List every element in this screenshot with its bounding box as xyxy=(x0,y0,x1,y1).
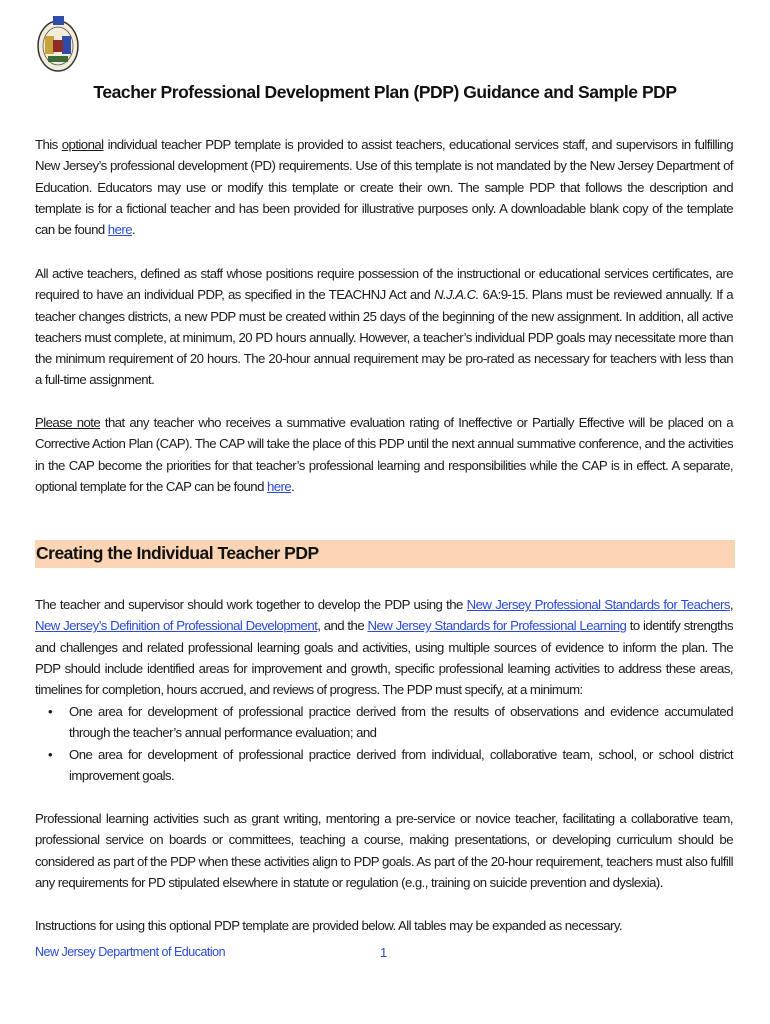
section-title: Creating the Individual Teacher PDP xyxy=(36,543,319,563)
section-paragraph-3: Instructions for using this optional PDP template are provided below. All tables may be expanded as necessary. xyxy=(35,918,623,933)
footer-organization: New Jersey Department of Education xyxy=(35,945,226,959)
pd-definition-link[interactable]: New Jersey’s Definition of Professional Development xyxy=(35,618,318,634)
standards-for-teachers-link[interactable]: New Jersey Professional Standards for Teachers xyxy=(466,597,730,612)
state-seal-icon xyxy=(36,14,80,74)
bullet-icon: • xyxy=(48,746,53,762)
please-note-label: Please note xyxy=(35,415,101,430)
section-paragraph-2: Professional learning activities such as grant writing, mentoring a pre-service or novice teacher, facilitating a collaborative team, professional service on boards or committees, teaching a course, making presentations, or developing curriculum should be considered as part of the PDP when these activities align to PDP goals. As part of the 20-hour requirement, teachers must also fulfill any requirements for PD stipulated elsewhere in statute or regulation (e.g., training on suicide prevention and dyslexia). xyxy=(35,811,733,890)
requirements-list xyxy=(35,701,733,786)
bullet-icon: • xyxy=(48,704,53,719)
page-number: 1 xyxy=(380,945,388,960)
blank-template-link[interactable]: here xyxy=(107,222,132,238)
professional-learning-standards-link[interactable]: New Jersey Standards for Professional Learning xyxy=(367,618,627,634)
optional-emphasis: optional xyxy=(61,137,104,152)
section-paragraph-1: The teacher and supervisor should work together to develop the PDP using the New Jersey Professional Standards for Teachers, New Jersey’s Definition of Professional Development, and the New Jersey Standards for Professional Learning to identify strengths and challenges and related professional learning goals and activities, using multiple sources of evidence to inform the plan. The PDP should include identified areas for improvement and growth, specific professional learning activities to address these areas, timelines for completion, hours accrued, and reviews of progress. The PDP must specify, at a minimum: xyxy=(35,597,734,698)
cap-template-link[interactable]: here xyxy=(266,478,292,494)
intro-paragraph-2: All active teachers, defined as staff whose positions require possession of the instructional or educational services certificates, are required to have an individual PDP, as specified in the TEACHNJ Act and N.J.A.C. 6A:9-15. Plans must be reviewed annually. If a teacher changes districts, a new PDP must be created within 25 days of the beginning of the new assignment. In addition, all active teachers must complete, at minimum, 20 PD hours annually. However, a teacher’s individual PDP goals may necessitate more than the minimum requirement of 20 hours. The 20-hour annual requirement may be pro-rated as necessary for teachers with less than a full-time assignment. xyxy=(35,266,734,388)
intro-paragraph-1: This optional individual teacher PDP template is provided to assist teachers, educational services staff, and supervisors in fulfilling New Jersey’s professional development (PD) requirements. Use of this template is not mandated by the New Jersey Department of Education. Educators may use or modify this template or create their own. The sample PDP that follows the description and template is for a fictional teacher and has been provided for illustrative purposes only. A downloadable blank copy of the template can be found here. xyxy=(35,137,734,238)
intro-paragraph-3: Please note that any teacher who receives a summative evaluation rating of Ineffective or Partially Effective will be placed on a Corrective Action Plan (CAP). The CAP will take the place of this PDP until the next annual summative conference, and the activities in the CAP become the priorities for that teacher’s professional learning and responsibilities while the CAP is in effect. A separate, optional template for the CAP can be found here. xyxy=(35,415,733,494)
list-item: • One area for development of professional practice derived from individual, collaborative team, school, or school district improvement goals. xyxy=(35,744,733,787)
list-item: • One area for development of professional practice derived from the results of observations and evidence accumulated through the teacher’s annual performance evaluation; and xyxy=(35,701,733,744)
document-title: Teacher Professional Development Plan (PDP) Guidance and Sample PDP xyxy=(93,82,677,102)
